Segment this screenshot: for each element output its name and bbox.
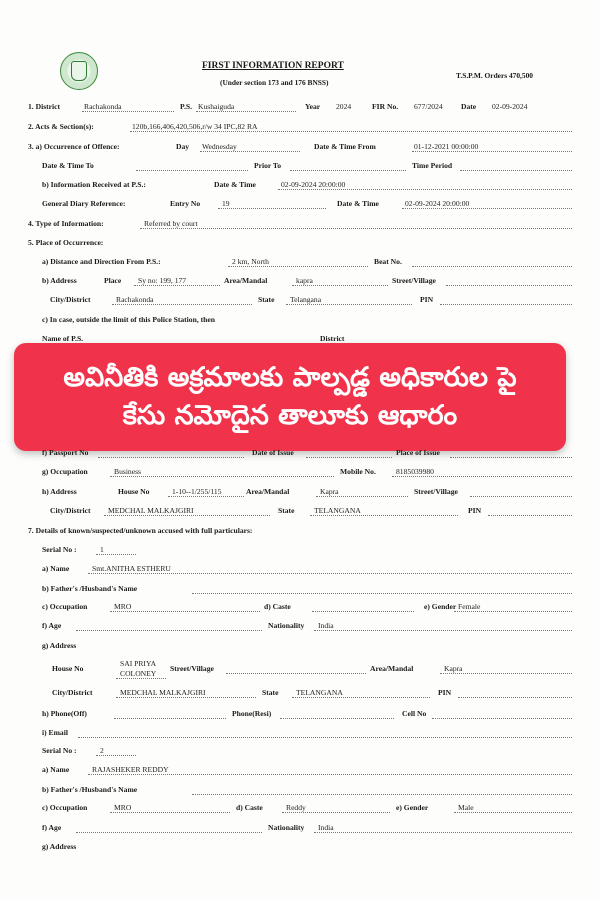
dotted-line (432, 718, 572, 719)
info-received-dt-label: Date & Time (214, 180, 256, 189)
accused1-occupation-label: c) Occupation (42, 602, 88, 611)
dotted-line (168, 496, 244, 497)
dotted-line (292, 285, 388, 286)
accused1-phone-off-label: h) Phone(Off) (42, 709, 87, 718)
document-title: FIRST INFORMATION REPORT (202, 61, 344, 71)
accused1-street-label: Street/Village (170, 664, 214, 673)
dotted-line (82, 111, 174, 112)
date-value: 02-09-2024 (492, 102, 528, 111)
accused1-house-value-2: COLONEY (120, 669, 157, 678)
accused-details-label: 7. Details of known/suspected/unknown accused with full particulars: (28, 526, 253, 535)
dotted-line (130, 131, 572, 132)
pin-label: PIN (420, 295, 434, 304)
acts-label: 2. Acts & Section(s): (28, 122, 94, 131)
dotted-line (278, 189, 572, 190)
dotted-line (392, 476, 572, 477)
dotted-line (282, 812, 390, 813)
complainant-street-label: Street/Village (414, 487, 458, 496)
accused2-serial-value: 2 (100, 746, 104, 755)
accused1-house-value-1: SAI PRIYA (120, 659, 157, 668)
dotted-line (200, 151, 300, 152)
accused1-state-label: State (262, 688, 279, 697)
distance-direction-value: 2 km, North (232, 257, 269, 266)
dotted-line (116, 678, 166, 679)
street-village-label: Street/Village (392, 276, 436, 285)
dotted-line (104, 515, 270, 516)
dotted-line (96, 755, 136, 756)
type-of-info-label: 4. Type of Information: (28, 219, 104, 228)
dotted-line (110, 812, 230, 813)
dotted-line (76, 630, 262, 631)
accused1-nationality-value: India (318, 621, 334, 630)
accused2-address-label: g) Address (42, 842, 77, 851)
complainant-city-label: City/District (50, 506, 91, 515)
outside-district-label: District (320, 334, 345, 343)
dotted-line (412, 266, 572, 267)
mobile-label: Mobile No. (340, 467, 376, 476)
dotted-line (192, 593, 572, 594)
accused2-name-label: a) Name (42, 765, 70, 774)
prior-to-label: Prior To (254, 161, 282, 170)
place-of-issue-label: Place of Issue (396, 448, 440, 457)
dotted-line (136, 170, 248, 171)
accused1-house-label: House No (52, 664, 84, 673)
accused1-area-label: Area/Mandal (370, 664, 414, 673)
dotted-line (88, 774, 572, 775)
date-label: Date (461, 102, 477, 111)
dotted-line (98, 457, 244, 458)
year-value: 2024 (336, 102, 352, 111)
info-received-dt-value: 02-09-2024 20:00:00 (281, 180, 346, 189)
complainant-house-value: 1-10--1/255/115 (172, 487, 222, 496)
area-mandal-label: Area/Mandal (224, 276, 268, 285)
dotted-line (116, 697, 256, 698)
accused1-email-label: i) Email (42, 728, 68, 737)
accused1-gender-value: Female (458, 602, 481, 611)
accused2-occupation-value: MRO (114, 803, 132, 812)
day-label: Day (176, 142, 190, 151)
city-district-value: Rachakonda (116, 295, 154, 304)
dotted-line (312, 611, 414, 612)
beat-no-label: Beat No. (374, 257, 402, 266)
passport-label: f) Passport No (42, 448, 89, 457)
dotted-line (314, 630, 572, 631)
accused2-age-label: f) Age (42, 823, 62, 832)
place-label: Place (104, 276, 122, 285)
dotted-line (460, 170, 572, 171)
dotted-line (458, 697, 572, 698)
acts-value: 120b,166,406,420,506,r/w 34 IPC,82 RA (132, 122, 258, 131)
distance-direction-label: a) Distance and Direction From P.S.: (42, 257, 161, 266)
accused2-nationality-label: Nationality (268, 823, 305, 832)
dotted-line (228, 266, 368, 267)
accused2-occupation-label: c) Occupation (42, 803, 88, 812)
dotted-line (290, 170, 406, 171)
date-time-from-label: Date & Time From (314, 142, 376, 151)
accused1-city-value: MEDCHAL MALKAJGIRI (120, 688, 206, 697)
general-diary-label: General Diary Reference: (42, 199, 126, 208)
banner-line-2: కేసు నమోదైన తాలూకు ఆధారం (122, 400, 458, 431)
dotted-line (88, 573, 572, 574)
complainant-address-label: h) Address (42, 487, 77, 496)
complainant-area-label: Area/Mandal (246, 487, 290, 496)
accused1-state-value: TELANGANA (296, 688, 343, 697)
entry-no-label: Entry No (170, 199, 201, 208)
address-label: b) Address (42, 276, 77, 285)
document-subtitle: (Under section 173 and 176 BNSS) (220, 78, 329, 87)
banner-line-1: అవినీతికి అక్రమాలకు పాల్పడ్డ అధికారుల పై (63, 362, 517, 393)
accused1-address-label: g) Address (42, 641, 77, 650)
dotted-line (134, 285, 220, 286)
dotted-line (316, 496, 408, 497)
complainant-state-value: TELANGANA (314, 506, 361, 515)
accused1-city-label: City/District (52, 688, 93, 697)
accused1-name-value: Smt.ANITHA ESTHERU (92, 564, 171, 573)
dotted-line (114, 718, 226, 719)
accused1-gender-label: e) Gender (424, 602, 457, 611)
accused1-occupation-value: MRO (114, 602, 132, 611)
ps-value: Kushaiguda (198, 102, 235, 111)
city-district-label: City/District (50, 295, 91, 304)
accused2-serial-label: Serial No : (42, 746, 77, 755)
complainant-occupation-label: g) Occupation (42, 467, 88, 476)
entry-no-value: 19 (222, 199, 230, 208)
complainant-pin-label: PIN (468, 506, 482, 515)
name-of-ps-label: Name of P.S. (42, 334, 84, 343)
dotted-line (306, 457, 392, 458)
dotted-line (96, 554, 136, 555)
dotted-line (488, 515, 572, 516)
telangana-emblem-icon (60, 52, 98, 90)
accused2-caste-label: d) Caste (236, 803, 263, 812)
place-value: Sy no: 199, 177 (138, 276, 187, 285)
dotted-line (286, 304, 412, 305)
gd-dt-label: Date & Time (337, 199, 379, 208)
fir-value: 677/2024 (414, 102, 443, 111)
accused1-serial-value: 1 (100, 545, 104, 554)
dotted-line (412, 151, 572, 152)
accused1-caste-label: d) Caste (264, 602, 291, 611)
year-label: Year (305, 102, 321, 111)
date-of-issue-label: Date of Issue (252, 448, 294, 457)
accused1-area-value: Kapra (444, 664, 463, 673)
dotted-line (314, 832, 572, 833)
dotted-line (140, 228, 572, 229)
fir-label: FIR No. (372, 102, 399, 111)
dotted-line (192, 794, 572, 795)
dotted-line (112, 304, 252, 305)
telugu-caption-banner (14, 343, 566, 451)
dotted-line (440, 304, 572, 305)
accused1-age-label: f) Age (42, 621, 62, 630)
place-of-occurrence-label: 5. Place of Occurrence: (28, 238, 104, 247)
accused1-pin-label: PIN (438, 688, 452, 697)
outside-limit-label: c) In case, outside the limit of this Police Station, then (42, 315, 215, 324)
dotted-line (450, 457, 572, 458)
gd-dt-value: 02-09-2024 20:00:00 (405, 199, 470, 208)
dotted-line (110, 476, 334, 477)
accused1-phone-resi-label: Phone(Resi) (232, 709, 272, 718)
orders-reference: T.S.P.M. Orders 470,500 (456, 71, 533, 80)
dotted-line (226, 673, 366, 674)
area-mandal-value: kapra (296, 276, 313, 285)
dotted-line (454, 812, 572, 813)
accused2-caste-value: Reddy (286, 803, 306, 812)
accused2-name-value: RAJASHEKER REDDY (92, 765, 169, 774)
accused1-name-label: a) Name (42, 564, 70, 573)
accused2-father-label: b) Father's /Husband's Name (42, 785, 138, 794)
complainant-house-label: House No (118, 487, 150, 496)
complainant-city-value: MEDCHAL MALKAJGIRI (108, 506, 194, 515)
dotted-line (196, 111, 296, 112)
accused1-serial-label: Serial No : (42, 545, 77, 554)
complainant-state-label: State (278, 506, 295, 515)
ps-label: P.S. (180, 102, 192, 111)
dotted-line (218, 208, 326, 209)
dotted-line (440, 673, 572, 674)
accused1-cell-label: Cell No (402, 709, 427, 718)
type-of-info-value: Referred by court (144, 219, 198, 228)
accused2-gender-value: Male (458, 803, 474, 812)
mobile-value: 8185039980 (396, 467, 434, 476)
complainant-occupation-value: Business (114, 467, 142, 476)
state-value: Telangana (290, 295, 322, 304)
date-time-from-value: 01-12-2021 00:00:00 (414, 142, 479, 151)
complainant-area-value: Kapra (320, 487, 339, 496)
dotted-line (110, 611, 260, 612)
dotted-line (310, 515, 458, 516)
accused1-father-label: b) Father's /Husband's Name (42, 584, 138, 593)
dotted-line (446, 285, 572, 286)
occurrence-label: 3. a) Occurrence of Offence: (28, 142, 120, 151)
dotted-line (402, 208, 572, 209)
state-label: State (258, 295, 275, 304)
dotted-line (78, 737, 572, 738)
dotted-line (454, 611, 572, 612)
dotted-line (470, 496, 572, 497)
accused1-nationality-label: Nationality (268, 621, 305, 630)
district-label: 1. District (28, 102, 61, 111)
dotted-line (292, 697, 430, 698)
dotted-line (280, 718, 394, 719)
accused2-gender-label: e) Gender (396, 803, 429, 812)
district-value: Rachakonda (84, 102, 122, 111)
day-value: Wednesday (202, 142, 237, 151)
dotted-line (76, 832, 262, 833)
info-received-label: b) Information Received at P.S.: (42, 180, 146, 189)
time-period-label: Time Period (412, 161, 453, 170)
date-time-to-label: Date & Time To (42, 161, 94, 170)
accused2-nationality-value: India (318, 823, 334, 832)
